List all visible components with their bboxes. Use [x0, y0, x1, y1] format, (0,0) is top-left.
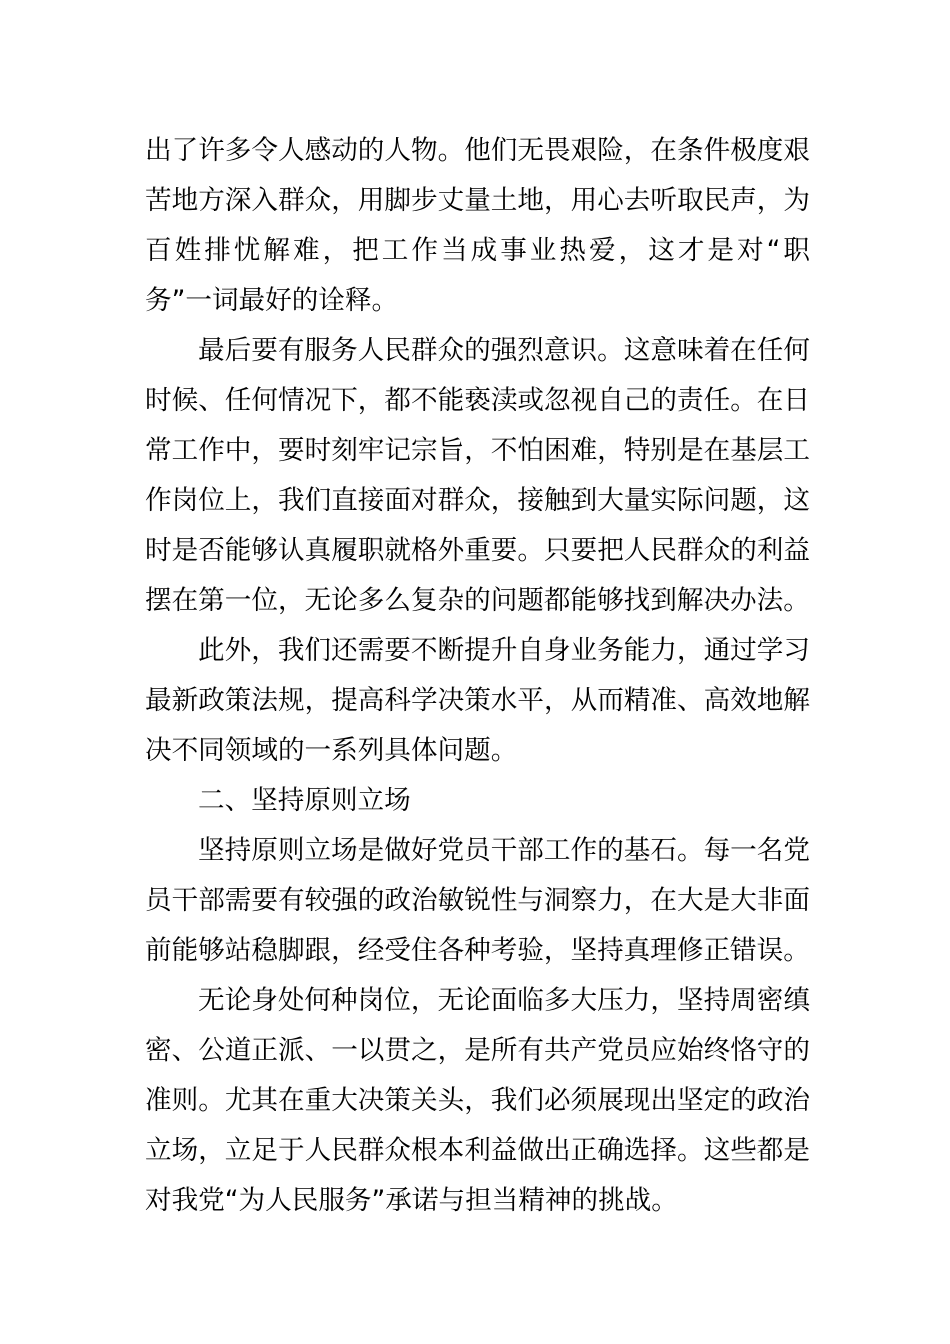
document-body: [145, 126, 810, 1226]
paragraph-political-stance: 无论身处何种岗位，无论面临多大压力，坚持周密缜密、公道正派、一以贯之，是所有共产党员应始终恪守的准则。尤其在重大决策关头，我们必须展现出坚定的政治立场，立足于人民群众根本利益做出正确选择。这些都是对我党“为人民服务”承诺与担当精神的挑战。: [145, 985, 810, 1216]
section-heading: 二、坚持原则立场: [198, 785, 411, 816]
paragraph-continued: 出了许多令人感动的人物。他们无畏艰险，在条件极度艰苦地方深入群众，用脚步丈量土地，用心去听取民声，为百姓排忧解难，把工作当成事业热爱，这才是对“职务”一词最好的诠释。: [145, 135, 810, 316]
paragraph-service-awareness: 最后要有服务人民群众的强烈意识。这意味着在任何时候、任何情况下，都不能亵渎或忽视自己的责任。在日常工作中，要时刻牢记宗旨，不怕困难，特别是在基层工作岗位上，我们直接面对群众，接触到大量实际问题，这时是否能够认真履职就格外重要。只要把人民群众的利益摆在第一位，无论多么复杂的问题都能够找到解决办法。: [145, 335, 810, 616]
paragraph-principle-stance: 坚持原则立场是做好党员干部工作的基石。每一名党员干部需要有较强的政治敏锐性与洞察力，在大是大非面前能够站稳脚跟，经受住各种考验，坚持真理修正错误。: [145, 835, 810, 966]
paragraph-business-ability: 此外，我们还需要不断提升自身业务能力，通过学习最新政策法规，提高科学决策水平，从而精准、高效地解决不同领域的一系列具体问题。: [145, 635, 810, 766]
